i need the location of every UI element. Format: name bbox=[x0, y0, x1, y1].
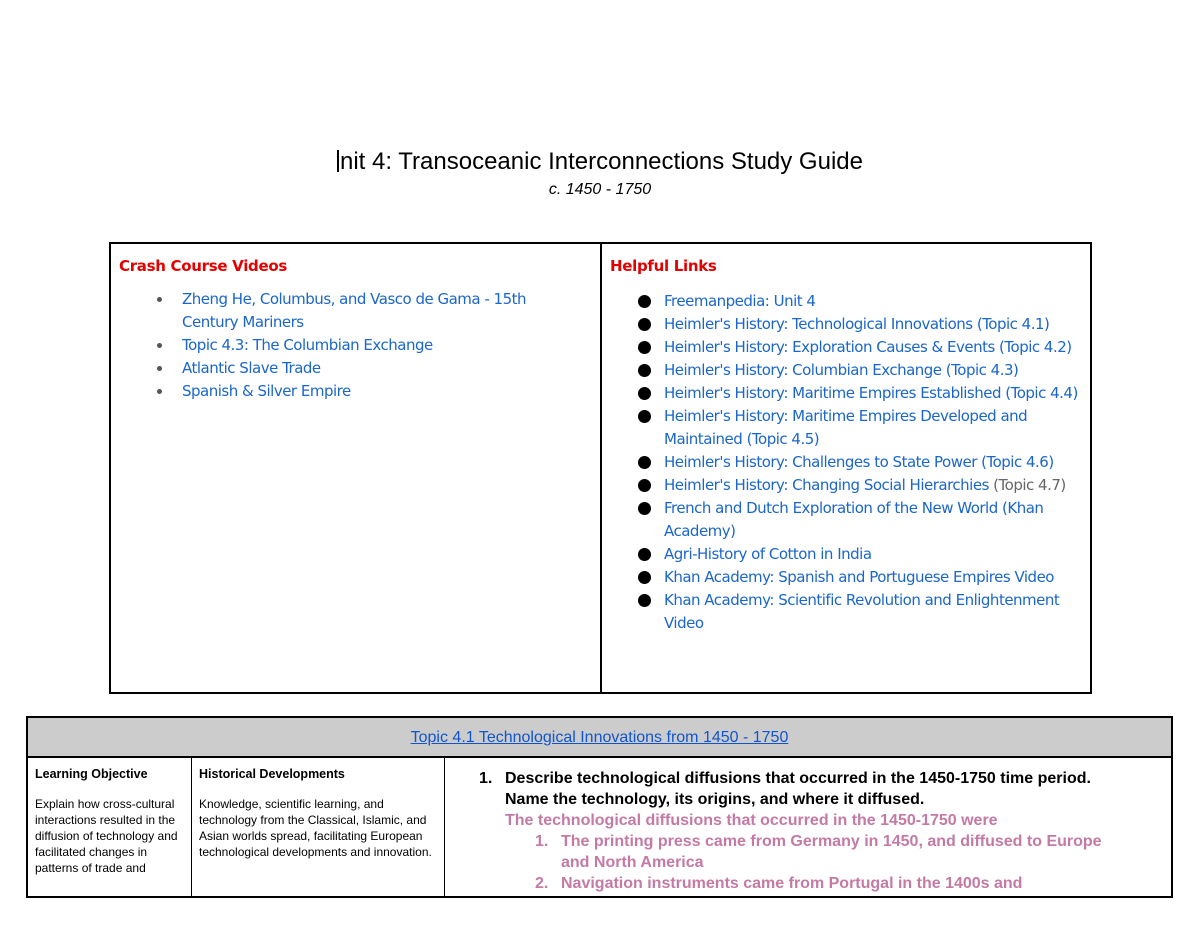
bullet-icon bbox=[638, 295, 651, 308]
learning-objective-text: Explain how cross-cultural interactions resulted in the diffusion of technology and facilitated changes in patterns of trade and bbox=[35, 797, 178, 875]
question-text: Describe technological diffusions that occurred in the 1450-1750 time period. Name the technology, its origins, and where it diffused. bbox=[505, 770, 1091, 808]
bullet-icon bbox=[638, 594, 651, 607]
answer-item bbox=[479, 873, 1161, 894]
answer-text: The printing press came from Germany in 1450, and diffused to Europe and North America bbox=[561, 833, 1102, 871]
helpful-links-column bbox=[602, 244, 1090, 692]
bullet-icon bbox=[638, 387, 651, 400]
bullet-icon bbox=[638, 502, 651, 515]
resources-table bbox=[109, 242, 1092, 694]
helpful-link[interactable]: Khan Academy: Spanish and Portuguese Empires Video bbox=[638, 566, 1084, 589]
document-title bbox=[0, 147, 1200, 177]
topic-suffix: (Topic 4.7) bbox=[988, 476, 1066, 494]
crash-course-list bbox=[119, 288, 590, 403]
bullet-icon bbox=[638, 548, 651, 561]
topic-header-link[interactable]: Topic 4.1 Technological Innovations from 1450 - 1750 bbox=[410, 729, 789, 746]
answer-intro: The technological diffusions that occurred in the 1450-1750 were bbox=[505, 812, 998, 829]
topic-body bbox=[28, 758, 1171, 898]
historical-developments-heading: Historical Developments bbox=[199, 767, 345, 781]
helpful-links-list bbox=[610, 290, 1080, 635]
helpful-link[interactable]: Agri-History of Cotton in India bbox=[638, 543, 1084, 566]
bullet-icon bbox=[157, 389, 162, 394]
question-row bbox=[479, 768, 1161, 810]
learning-objective-cell bbox=[28, 758, 192, 898]
historical-developments-text: Knowledge, scientific learning, and technology from the Classical, Islamic, and Asian worlds spread, facilitating European technological developments and innovation. bbox=[199, 797, 432, 859]
helpful-link[interactable]: Heimler's History: Changing Social Hierarchies (Topic 4.7) bbox=[638, 474, 1084, 497]
historical-developments-cell bbox=[192, 758, 445, 898]
helpful-link[interactable]: Heimler's History: Technological Innovations (Topic 4.1) bbox=[638, 313, 1084, 336]
answer-item bbox=[479, 831, 1161, 873]
bullet-icon bbox=[638, 318, 651, 331]
helpful-links-heading: Helpful Links bbox=[610, 257, 717, 275]
crash-course-link[interactable]: Zheng He, Columbus, and Vasco de Gama - 15th Century Mariners bbox=[155, 288, 562, 334]
answer-number: 2. bbox=[535, 875, 549, 892]
bullet-icon bbox=[157, 366, 162, 371]
bullet-icon bbox=[638, 479, 651, 492]
topic-table bbox=[26, 716, 1173, 898]
answer-number: 1. bbox=[535, 833, 549, 850]
question-number: 1. bbox=[479, 770, 493, 787]
helpful-link[interactable]: Heimler's History: Maritime Empires Developed and Maintained (Topic 4.5) bbox=[638, 405, 1084, 451]
bullet-icon bbox=[638, 571, 651, 584]
crash-course-link[interactable]: Spanish & Silver Empire bbox=[155, 380, 562, 403]
bullet-icon bbox=[638, 456, 651, 469]
document-title-text: nit 4: Transoceanic Interconnections Study Guide bbox=[340, 148, 863, 175]
text-cursor bbox=[337, 150, 339, 172]
bullet-icon bbox=[157, 343, 162, 348]
helpful-link[interactable]: Khan Academy: Scientific Revolution and Enlightenment Video bbox=[638, 589, 1084, 635]
topic-header bbox=[28, 718, 1171, 758]
crash-course-heading: Crash Course Videos bbox=[119, 257, 288, 275]
bullet-icon bbox=[638, 410, 651, 423]
question-cell[interactable] bbox=[445, 758, 1171, 898]
helpful-link[interactable]: Freemanpedia: Unit 4 bbox=[638, 290, 1084, 313]
bullet-icon bbox=[638, 364, 651, 377]
answer-text: Navigation instruments came from Portugal in the 1400s and bbox=[561, 875, 1023, 892]
helpful-link[interactable]: Heimler's History: Challenges to State Power (Topic 4.6) bbox=[638, 451, 1084, 474]
helpful-link[interactable]: French and Dutch Exploration of the New World (Khan Academy) bbox=[638, 497, 1084, 543]
bullet-icon bbox=[157, 297, 162, 302]
helpful-link[interactable]: Heimler's History: Exploration Causes & Events (Topic 4.2) bbox=[638, 336, 1084, 359]
document-subtitle: c. 1450 - 1750 bbox=[548, 181, 652, 198]
crash-course-column bbox=[111, 244, 602, 692]
bullet-icon bbox=[638, 341, 651, 354]
crash-course-link[interactable]: Topic 4.3: The Columbian Exchange bbox=[155, 334, 562, 357]
helpful-link[interactable]: Heimler's History: Columbian Exchange (Topic 4.3) bbox=[638, 359, 1084, 382]
helpful-link[interactable]: Heimler's History: Maritime Empires Established (Topic 4.4) bbox=[638, 382, 1084, 405]
learning-objective-heading: Learning Objective bbox=[35, 767, 148, 781]
crash-course-link[interactable]: Atlantic Slave Trade bbox=[155, 357, 562, 380]
